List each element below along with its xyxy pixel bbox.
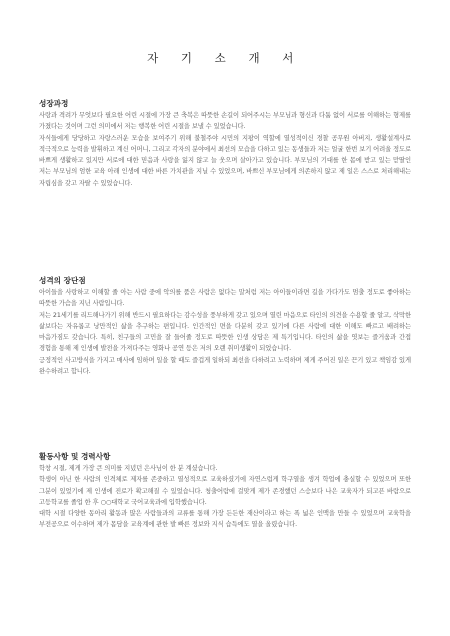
section-heading: 성격의 장단점 [39, 276, 86, 285]
paragraph: 학창 시절, 제게 가장 큰 의미를 지녔던 은사님이 한 분 계셨습니다. [39, 465, 218, 472]
section-heading: 성장과정 [39, 99, 69, 108]
section-body [39, 109, 411, 189]
section-body [39, 462, 411, 531]
section-activities [39, 451, 411, 531]
section-growth [39, 98, 411, 189]
paragraph: 대학 시절 다양한 동아리 활동과 많은 사람들과의 교류를 통해 가장 든든한 재산이라고 하는 폭 넓은 인맥을 만들 수 있었으며 교육학을 부전공으로 이수하며 제가 몸담을 교육계에 관한 발 빠른 정보와 지식 습득에도 열을 올렸습니다. [39, 510, 411, 529]
paragraph: 저는 21세기를 리드해나가기 위해 반드시 필요하다는 감수성을 풍부하게 갖고 있으며 열린 마음으로 타인의 의견을 수용할 줄 알고, 삭막한 삶보다는 자유롭고 낭만적인 삶을 추구하는 편입니다. 인간적인 면을 다분히 갖고 있기에 다른 사람에 대한 이해도 빠르고 배려하는 마음가짐도 갖습니다. 특히, 친구들의 고민을 잘 들어줄 정도로 따뜻한 인생 상담은 제 특기입니다. 타인의 삶을 엿보는 즐거움과 간접 경험을 통해 제 인생에 발전을 가져다주는 영화나 공연 등은 저의 오랜 취미생활이 되었습니다. [39, 311, 411, 353]
paragraph: 사랑과 격려가 무엇보다 필요한 어린 시절에 가장 큰 축복은 따뜻한 손길이 되어주시는 부모님과 형신과 다툼 없이 서로를 이해하는 형제를 가졌다는 것이며 그런 의미에서 저는 행복한 어린 시절을 보낼 수 있었습니다. [39, 112, 411, 131]
paragraph: 자식들에게 당당하고 자랑스러운 모습을 보여주기 위해 불철주야 시민의 지팡이 역할에 열성적이신 경찰 공무원 아버지, 생활설계사로 적극적으로 능력을 발휘하고 계신 어머니, 그리고 각자의 분야에서 최선의 모습을 다하고 있는 동생들과 저는 얼굴 한번 보기 어려울 정도로 바쁘게 생활하고 있지만 서로에 대한 믿음과 사랑을 잃지 않고 늘 웃으며 살아가고 있습니다. 부모님의 기대를 한 몸에 받고 있는 맏딸인 저는 부모님의 엄한 교육 아래 인생에 대한 바른 가치관을 지닐 수 있었으며, 바쁘신 부모님에게 의존하지 않고 제 일은 스스로 처리해내는 자립심을 갖고 자랄 수 있었습니다. [39, 134, 411, 187]
paragraph: 아이들을 사랑하고 이해할 줄 아는 사람 중에 악의를 품은 사람은 없다는 말처럼 저는 아이들이라면 길을 가다가도 멈출 정도로 좋아하는 따뜻한 가슴을 지닌 사람입니다. [39, 289, 411, 308]
document-title: 자 기 소 개 서 [147, 51, 303, 65]
section-personality [39, 275, 411, 377]
section-heading: 활동사항 및 경력사항 [39, 452, 111, 461]
section-body [39, 286, 411, 377]
paragraph: 긍정적인 사고방식을 가지고 매사에 임하며 일을 할 때도 즐겁게 일하되 최선을 다하려고 노력하며 제게 주어진 일은 끈기 있고 책임감 있게 완수하려고 합니다. [39, 356, 411, 376]
paragraph: 학생이 아닌 한 사람의 인격체로 제자를 존중하고 열성적으로 교육하셨기에 자연스럽게 학구열을 생겨 학업에 충실할 수 있었으며 또한 그분이 있었기에 제 인생에 진로가 확고해질 수 있었습니다. 청출어람에 걸맞게 제가 존경했던 스승보다 나은 교육자가 되고픈 바람으로 고등학교를 졸업 한 후 ○○대학교 국어교육과에 입학했습니다. [39, 476, 411, 506]
